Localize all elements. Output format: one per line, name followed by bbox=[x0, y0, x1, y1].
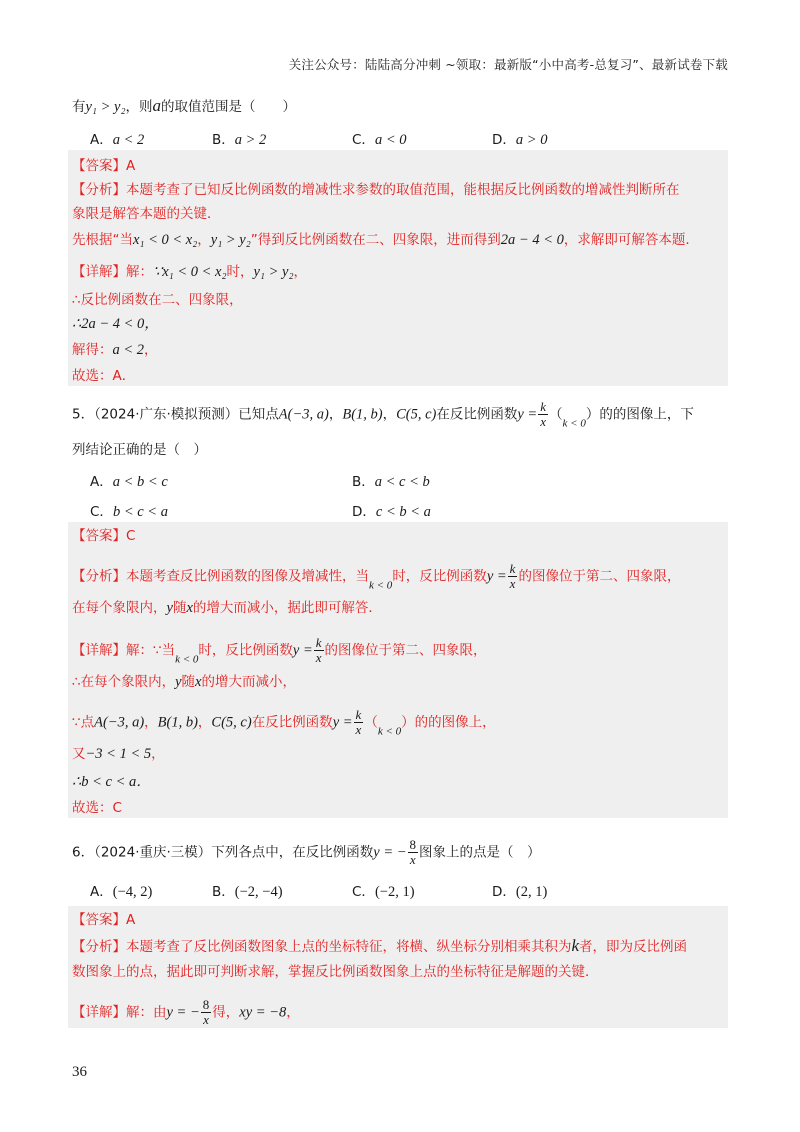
q5-answer: 【答案】C bbox=[72, 528, 136, 544]
q5-option-b[interactable]: B．a < c < b bbox=[352, 474, 430, 490]
q5-detail-line3: ∵点A(−3, a)，B(1, b)，C(5, c)在反比例函数y = $\frac{k}{x}$ $(_{k < 0})$的的图像上， bbox=[72, 707, 496, 738]
q5-stem-line1: 5．（2024·广东·模拟预测）已知点A(−3, a)，B(1, b)，C(5, c)在反比例函数y = $\frac{k}{x}$ $(_{k < 0})$的的图像上，下 bbox=[72, 399, 694, 430]
q6-option-c[interactable]: C．(−2, 1) bbox=[352, 884, 415, 900]
q5-option-d[interactable]: D．c < b < a bbox=[352, 504, 431, 520]
q4-stem-text: ，则 bbox=[125, 99, 153, 115]
q5-analysis-line2: 在每个象限内，y随x的增大而减小，据此即可解答． bbox=[72, 600, 382, 616]
q5-choice: 故选：C bbox=[72, 800, 122, 816]
q6-analysis-line2: 数图象上的点，据此即可判断求解，掌握反比例函数图象上点的坐标特征是解题的关键． bbox=[72, 964, 599, 980]
q4-option-b[interactable]: B．a > 2 bbox=[212, 132, 267, 148]
q5-detail-line1: 【详解】解：∵当$_{k < 0}$时，反比例函数y = $\frac{k}{x}$ 的图像位于第二、四象限， bbox=[72, 635, 487, 666]
page-number: 36 bbox=[72, 1064, 87, 1080]
q4-choice: 故选：A． bbox=[72, 368, 136, 384]
q4-stem-text: 的取值范围是（ ） bbox=[161, 99, 296, 115]
q5-detail-line5: ∴b < c < a． bbox=[72, 774, 151, 790]
q6-option-b[interactable]: B．(−2, −4) bbox=[212, 884, 283, 900]
q4-analysis-line2: 象限是解答本题的关键． bbox=[72, 206, 221, 222]
q4-answer: 【答案】A bbox=[72, 158, 136, 174]
page-header: 关注公众号：陆陆高分冲刺 ~领取：最新版“小中高考-总复习”、最新试卷下载 bbox=[288, 57, 728, 72]
q4-analysis-line3: 先根据“当x₁ < 0 < x₂，y₁ > y₂”得到反比例函数在二、四象限，进而得到2a − 4 < 0，求解即可解答本题． bbox=[72, 232, 699, 248]
q4-option-d[interactable]: D．a > 0 bbox=[492, 132, 548, 148]
q4-option-c[interactable]: C．a < 0 bbox=[352, 132, 407, 148]
q6-answer: 【答案】A bbox=[72, 912, 136, 928]
q6-option-a[interactable]: A．(−4, 2) bbox=[90, 884, 153, 900]
q4-stem-text: 有 bbox=[72, 99, 86, 115]
q4-stem-condition: y₁ > y₂ bbox=[85, 99, 126, 115]
q5-analysis-line1: 【分析】本题考查反比例函数的图像及增减性，当$_{k < 0}$时，反比例函数y = $\frac{k}{x}$ 的图像位于第二、四象限， bbox=[72, 561, 681, 592]
q6-stem: 6．（2024·重庆·三模）下列各点中，在反比例函数y = − $\frac{8}{x}$ 图象上的点是（ ） bbox=[72, 837, 541, 867]
q6-analysis-line1: 【分析】本题考查了反比例函数图象上点的坐标特征，将横、纵坐标分别相乘其积为k者，即为反比例函 bbox=[72, 936, 688, 955]
q5-detail-line2: ∴在每个象限内，y随x的增大而减小， bbox=[72, 674, 296, 690]
q5-option-a[interactable]: A．a < b < c bbox=[90, 474, 168, 490]
q4-detail-line2: ∴反比例函数在二、四象限， bbox=[72, 292, 243, 308]
q4-stem-variable: a bbox=[152, 96, 161, 115]
q6-detail-line1: 【详解】解：由y = − $\frac{8}{x}$ 得，xy = −8， bbox=[72, 997, 300, 1027]
q5-stem-line2: 列结论正确的是（ ） bbox=[72, 442, 207, 458]
q4-detail-line3: ∴2a − 4 < 0， bbox=[72, 316, 159, 332]
q4-detail-line4: 解得：a < 2， bbox=[72, 342, 158, 358]
q5-option-c[interactable]: C．b < c < a bbox=[90, 504, 168, 520]
q4-stem bbox=[72, 96, 296, 117]
q6-option-d[interactable]: D．(2, 1) bbox=[492, 884, 548, 900]
q5-detail-line4: 又−3 < 1 < 5， bbox=[72, 746, 165, 762]
q4-option-a[interactable]: A．a < 2 bbox=[90, 132, 145, 148]
q4-detail-line1: 【详解】解：∵x₁ < 0 < x₂时，y₁ > y₂， bbox=[72, 264, 307, 280]
q4-analysis-line1: 【分析】本题考查了已知反比例函数的增减性求参数的取值范围，能根据反比例函数的增减性判断所在 bbox=[72, 182, 680, 198]
